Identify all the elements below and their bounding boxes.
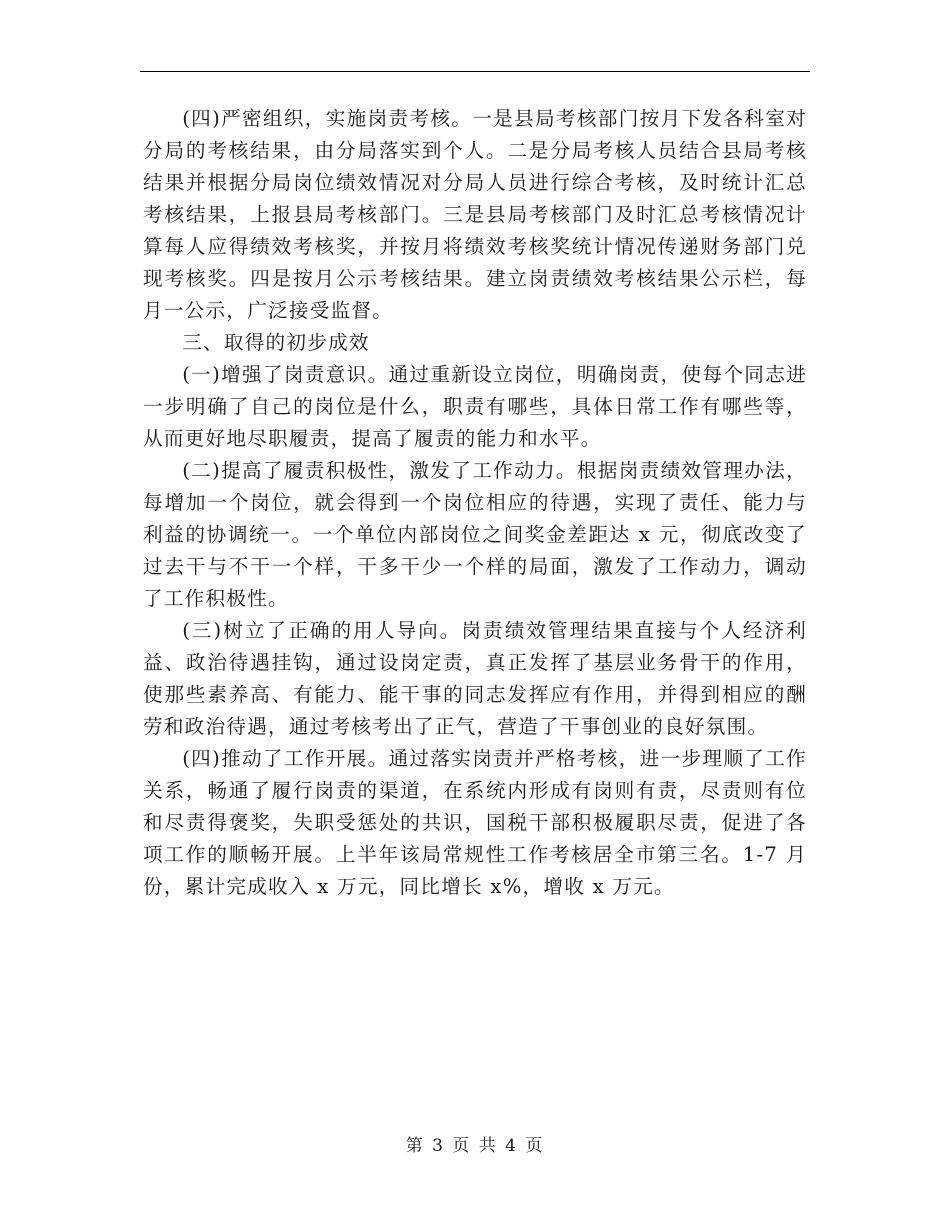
paragraph-section-4-organize-assessment: (四)严密组织，实施岗责考核。一是县局考核部门按月下发各科室对分局的考核结果，由分局落实到个人。二是分局考核人员结合县局考核结果并根据分局岗位绩效情况对分局人员进行综合考核，及时统计汇总考核结果，上报县局考核部门。三是县局考核部门及时汇总考核情况计算每人应得绩效考核奖，并按月将绩效考核奖统计情况传递财务部门兑现考核奖。四是按月公示考核结果。建立岗责绩效考核结果公示栏，每月一公示，广泛接受监督。 <box>143 107 807 322</box>
document-body <box>143 103 807 903</box>
paragraph-result-3-personnel-orientation: (三)树立了正确的用人导向。岗责绩效管理结果直接与个人经济利益、政治待遇挂钩，通过设岗定责，真正发挥了基层业务骨干的作用，使那些素养高、有能力、能干事的同志发挥应有作用，并得到相应的酬劳和政治待遇，通过考核考出了正气，营造了干事创业的良好氛围。 <box>143 619 807 738</box>
paragraph-result-2-motivation: (二)提高了履责积极性，激发了工作动力。根据岗责绩效管理办法，每增加一个岗位，就会得到一个岗位相应的待遇，实现了责任、能力与利益的协调统一。一个单位内部岗位之间奖金差距达 x 元，彻底改变了过去干与不干一个样，干多干少一个样的局面，激发了工作动力，调动了工作积极性。 <box>143 459 807 610</box>
section-heading-initial-results: 三、取得的初步成效 <box>182 331 370 354</box>
header-rule <box>140 71 810 72</box>
paragraph-result-4-work-progress: (四)推动了工作开展。通过落实岗责并严格考核，进一步理顺了工作关系，畅通了履行岗责的渠道，在系统内形成有岗则有责，尽责则有位和尽责得褒奖，失职受惩处的共识，国税干部积极履职尽责，促进了各项工作的顺畅开展。上半年该局常规性工作考核居全市第三名。1-7 月份，累计完成收入 x 万元，同比增长 x%，增收 x 万元。 <box>143 747 807 898</box>
page-number: 第 3 页 共 4 页 <box>405 1136 545 1156</box>
paragraph-result-1-responsibility-awareness: (一)增强了岗责意识。通过重新设立岗位，明确岗责，使每个同志进一步明确了自己的岗位是什么，职责有哪些，具体日常工作有哪些等，从而更好地尽职履责，提高了履责的能力和水平。 <box>143 363 807 450</box>
page-footer <box>0 1131 950 1156</box>
